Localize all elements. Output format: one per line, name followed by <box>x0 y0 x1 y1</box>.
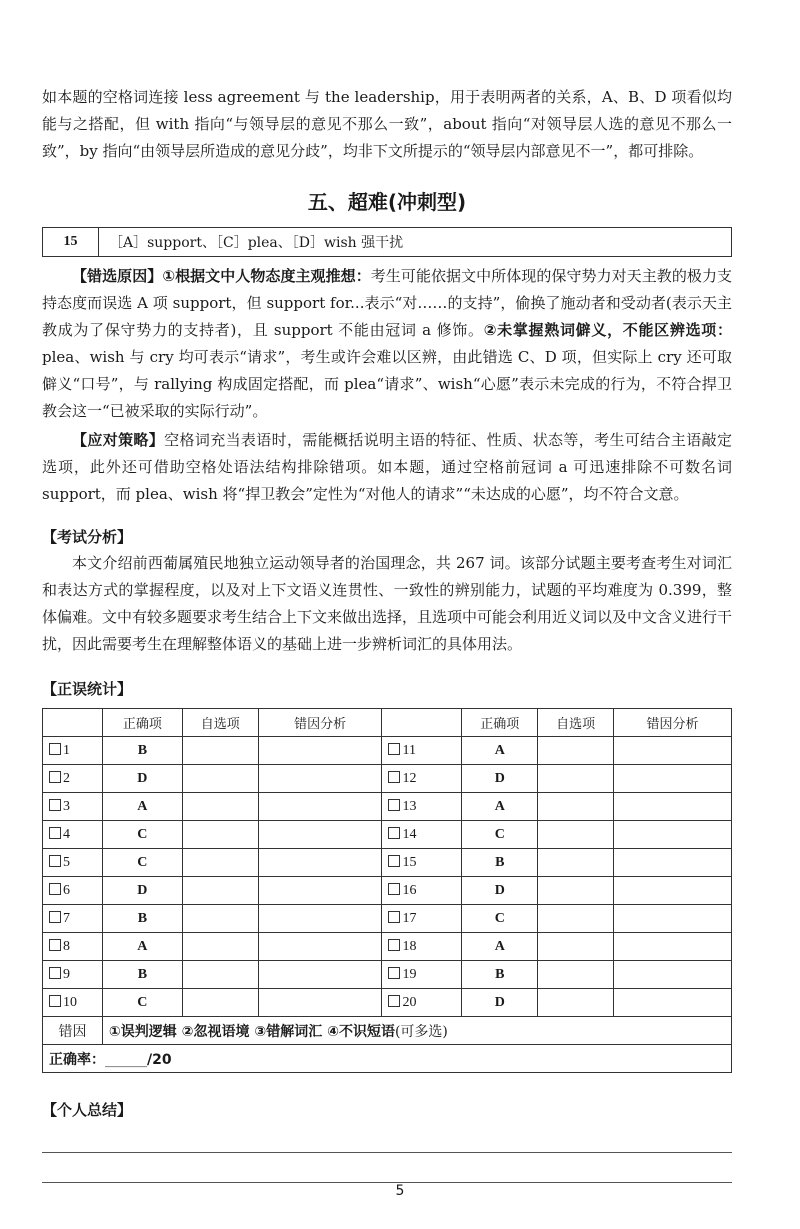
question-number-cell[interactable] <box>43 737 103 765</box>
accuracy-label: 正确率： <box>49 1051 105 1068</box>
correct-answer-cell: A <box>462 793 538 821</box>
question-label: 6 <box>63 882 70 898</box>
question-label: 4 <box>63 826 70 842</box>
question-number-cell[interactable] <box>382 765 462 793</box>
self-choice-cell[interactable] <box>182 793 258 821</box>
stats-header-cell: 自选项 <box>538 709 614 737</box>
correct-answer-cell: D <box>102 877 182 905</box>
checkbox-icon[interactable] <box>49 939 61 951</box>
question-options: ［A］support、［C］plea、［D］wish 强干扰 <box>109 235 404 251</box>
question-number: 15 <box>43 228 99 256</box>
table-row <box>43 877 732 905</box>
stats-header-cell: 正确项 <box>462 709 538 737</box>
question-number-cell[interactable] <box>382 849 462 877</box>
summary-line-1[interactable] <box>42 1123 732 1153</box>
error-analysis-cell[interactable] <box>258 961 382 989</box>
self-choice-cell[interactable] <box>182 765 258 793</box>
question-label: 2 <box>63 770 70 786</box>
correct-answer-cell: D <box>462 989 538 1017</box>
correct-answer-cell: A <box>462 737 538 765</box>
question-number-cell[interactable] <box>382 905 462 933</box>
checkbox-icon[interactable] <box>49 911 61 923</box>
question-number-cell[interactable] <box>382 793 462 821</box>
error-analysis-cell[interactable] <box>614 821 732 849</box>
self-choice-cell[interactable] <box>538 877 614 905</box>
question-label: 18 <box>402 938 417 954</box>
self-choice-cell[interactable] <box>538 905 614 933</box>
correct-answer-cell: C <box>102 821 182 849</box>
strategy-paragraph <box>42 427 732 508</box>
checkbox-icon[interactable] <box>49 995 61 1007</box>
checkbox-icon[interactable] <box>49 855 61 867</box>
table-row <box>43 961 732 989</box>
error-cause-note: (可多选) <box>394 1023 448 1040</box>
question-number-cell[interactable] <box>382 737 462 765</box>
stats-header-cell: 正确项 <box>102 709 182 737</box>
error-analysis-cell[interactable] <box>614 905 732 933</box>
question-number-cell[interactable] <box>43 765 103 793</box>
checkbox-icon[interactable] <box>388 883 400 895</box>
table-row <box>43 849 732 877</box>
question-label: 10 <box>63 994 77 1010</box>
error-analysis-cell[interactable] <box>258 989 382 1017</box>
error-cause-label: 错因 <box>43 1017 103 1045</box>
question-number-cell[interactable] <box>382 821 462 849</box>
table-row <box>43 737 732 765</box>
error-cause-row <box>43 1017 732 1045</box>
self-choice-cell[interactable] <box>538 849 614 877</box>
question-label: 5 <box>63 854 70 870</box>
correct-answer-cell: D <box>102 765 182 793</box>
error-reason-label: 【错选原因】 <box>72 267 163 285</box>
self-choice-cell[interactable] <box>538 989 614 1017</box>
question-number-cell[interactable] <box>43 989 103 1017</box>
stats-header-cell <box>43 709 103 737</box>
self-choice-cell[interactable] <box>182 821 258 849</box>
self-choice-cell[interactable] <box>182 961 258 989</box>
checkbox-icon[interactable] <box>388 743 400 755</box>
self-choice-cell[interactable] <box>182 989 258 1017</box>
correct-answer-cell: A <box>102 793 182 821</box>
checkbox-icon[interactable] <box>49 799 61 811</box>
question-label: 16 <box>402 882 417 898</box>
question-number-cell[interactable] <box>382 989 462 1017</box>
table-row <box>43 793 732 821</box>
correct-answer-cell: D <box>462 877 538 905</box>
question-label: 8 <box>63 938 70 954</box>
question-box <box>42 227 732 257</box>
personal-summary-label: 【个人总结】 <box>42 1101 133 1119</box>
self-choice-cell[interactable] <box>538 793 614 821</box>
question-number-cell[interactable] <box>43 849 103 877</box>
question-label: 1 <box>63 742 70 758</box>
page-number: 5 <box>395 1183 405 1199</box>
table-row <box>43 933 732 961</box>
self-choice-cell[interactable] <box>538 933 614 961</box>
correct-answer-cell: C <box>102 849 182 877</box>
error-analysis-cell[interactable] <box>258 933 382 961</box>
stats-header-cell: 错因分析 <box>614 709 732 737</box>
strategy-label: 【应对策略】 <box>72 431 165 449</box>
error-reason-point1-text: 考生可能依据文中所体现的保守势力对天主教的极力支持态度而误选 A 项 support，但 support for...表示“对……的支持”，偷换了施动者和受动者(表示天主教成为了保守势力的支持者)，且 support 不能由冠词 a 修饰。 <box>42 267 732 339</box>
error-analysis-cell[interactable] <box>258 849 382 877</box>
checkbox-icon[interactable] <box>49 827 61 839</box>
error-analysis-cell[interactable] <box>614 989 732 1017</box>
accuracy-total: /20 <box>147 1051 172 1068</box>
correct-answer-cell: B <box>462 849 538 877</box>
correct-answer-cell: B <box>462 961 538 989</box>
question-number-cell[interactable] <box>43 793 103 821</box>
checkbox-icon[interactable] <box>388 771 400 783</box>
error-analysis-cell[interactable] <box>258 877 382 905</box>
error-analysis-cell[interactable] <box>614 793 732 821</box>
self-choice-cell[interactable] <box>182 905 258 933</box>
table-row <box>43 989 732 1017</box>
error-analysis-cell[interactable] <box>614 765 732 793</box>
table-row <box>43 905 732 933</box>
checkbox-icon[interactable] <box>49 771 61 783</box>
correct-answer-cell: A <box>462 933 538 961</box>
error-analysis-cell[interactable] <box>614 737 732 765</box>
checkbox-icon[interactable] <box>49 967 61 979</box>
correct-answer-cell: B <box>102 905 182 933</box>
correct-answer-cell: A <box>102 933 182 961</box>
error-reason-point2-title: ②未掌握熟词僻义，不能区辨选项： <box>483 321 733 339</box>
self-choice-cell[interactable] <box>182 849 258 877</box>
checkbox-icon[interactable] <box>388 911 400 923</box>
question-label: 20 <box>402 994 417 1010</box>
accuracy-blank[interactable]: ______ <box>105 1051 147 1068</box>
strategy-text: 空格词充当表语时，需能概括说明主语的特征、性质、状态等，考生可结合主语敲定选项，此外还可借助空格处语法结构排除错项。如本题，通过空格前冠词 a 可迅速排除不可数名词 support，而 plea、wish 将“捍卫教会”定性为“对他人的请求”“未达成的心愿”，均不符合文意。 <box>42 431 732 503</box>
self-choice-cell[interactable] <box>182 737 258 765</box>
question-label: 9 <box>63 966 70 982</box>
question-number-cell[interactable] <box>43 905 103 933</box>
checkbox-icon[interactable] <box>49 883 61 895</box>
question-label: 17 <box>402 910 417 926</box>
question-number-cell[interactable] <box>43 933 103 961</box>
table-row <box>43 765 732 793</box>
section-title: 五、超难(冲刺型) <box>307 190 467 214</box>
error-analysis-cell[interactable] <box>614 961 732 989</box>
error-cause-cell <box>102 1017 731 1045</box>
self-choice-cell[interactable] <box>538 765 614 793</box>
correct-answer-cell: B <box>102 737 182 765</box>
checkbox-icon[interactable] <box>388 967 400 979</box>
self-choice-cell[interactable] <box>182 933 258 961</box>
error-analysis-cell[interactable] <box>258 765 382 793</box>
self-choice-cell[interactable] <box>538 961 614 989</box>
summary-line-2[interactable] <box>42 1153 732 1183</box>
intro-paragraph: 如本题的空格词连接 less agreement 与 the leadership，用于表明两者的关系，A、B、D 项看似均能与之搭配，但 with 指向“与领导层的意见不那么一致”，about 指向“对领导层人选的意见不那么一致”，by 指向“由领导层所造成的意见分歧”，均非下文所提示的“领导层内部意见不一”，都可排除。 <box>42 88 732 160</box>
error-analysis-cell[interactable] <box>258 905 382 933</box>
checkbox-icon[interactable] <box>388 827 400 839</box>
question-label: 11 <box>402 742 416 758</box>
checkbox-icon[interactable] <box>49 743 61 755</box>
question-number-cell[interactable] <box>382 877 462 905</box>
question-label: 14 <box>402 826 417 842</box>
correct-answer-cell: C <box>462 905 538 933</box>
error-reason-point2-text: plea、wish 与 cry 均可表示“请求”，考生或许会难以区辨，由此错选 C、D 项，但实际上 cry 还可取僻义“口号”，与 rallying 构成固定搭配，而 plea“请求”、wish“心愿”表示未完成的行为，不符合捍卫教会这一“已被采取的实际行动”。 <box>42 348 732 420</box>
error-analysis-cell[interactable] <box>258 737 382 765</box>
error-analysis-cell[interactable] <box>614 849 732 877</box>
question-label: 19 <box>402 966 417 982</box>
self-choice-cell[interactable] <box>538 821 614 849</box>
stats-body <box>43 737 732 1017</box>
stats-header-cell <box>382 709 462 737</box>
error-reason-paragraph <box>42 263 732 425</box>
question-label: 3 <box>63 798 70 814</box>
error-reason-point1-title: ①根据文中人物态度主观推想： <box>162 267 371 285</box>
question-label: 12 <box>402 770 417 786</box>
stats-header-row <box>43 709 732 737</box>
question-number-cell[interactable] <box>43 821 103 849</box>
correct-answer-cell: C <box>102 989 182 1017</box>
error-analysis-cell[interactable] <box>258 821 382 849</box>
question-label: 7 <box>63 910 70 926</box>
error-analysis-cell[interactable] <box>258 793 382 821</box>
question-number-cell[interactable] <box>43 877 103 905</box>
error-analysis-cell[interactable] <box>614 877 732 905</box>
exam-analysis-label: 【考试分析】 <box>42 528 133 546</box>
correct-answer-cell: B <box>102 961 182 989</box>
question-number-cell[interactable] <box>43 961 103 989</box>
page-content <box>42 84 732 1183</box>
stats-label: 【正误统计】 <box>42 680 133 698</box>
checkbox-icon[interactable] <box>388 939 400 951</box>
checkbox-icon[interactable] <box>388 799 400 811</box>
question-label: 15 <box>402 854 417 870</box>
question-number-cell[interactable] <box>382 933 462 961</box>
table-row <box>43 821 732 849</box>
stats-header-cell: 自选项 <box>182 709 258 737</box>
error-cause-options: ①误判逻辑 ②忽视语境 ③错解词汇 ④不识短语 <box>108 1023 395 1040</box>
question-number-cell[interactable] <box>382 961 462 989</box>
stats-header-cell: 错因分析 <box>258 709 382 737</box>
accuracy-cell <box>43 1045 732 1073</box>
self-choice-cell[interactable] <box>182 877 258 905</box>
exam-analysis-text: 本文介绍前西葡属殖民地独立运动领导者的治国理念，共 267 词。该部分试题主要考查考生对词汇和表达方式的掌握程度，以及对上下文语义连贯性、一致性的辨别能力，试题的平均难度为 0.399，整体偏难。文中有较多题要求考生结合上下文来做出选择，且选项中可能会利用近义词以及中文含义进行干扰，因此需要考生在理解整体语义的基础上进一步辨析词汇的具体用法。 <box>42 554 733 653</box>
correct-answer-cell: C <box>462 821 538 849</box>
self-choice-cell[interactable] <box>538 737 614 765</box>
error-analysis-cell[interactable] <box>614 933 732 961</box>
checkbox-icon[interactable] <box>388 995 400 1007</box>
checkbox-icon[interactable] <box>388 855 400 867</box>
question-label: 13 <box>402 798 417 814</box>
stats-table <box>42 708 732 1073</box>
correct-answer-cell: D <box>462 765 538 793</box>
accuracy-row <box>43 1045 732 1073</box>
